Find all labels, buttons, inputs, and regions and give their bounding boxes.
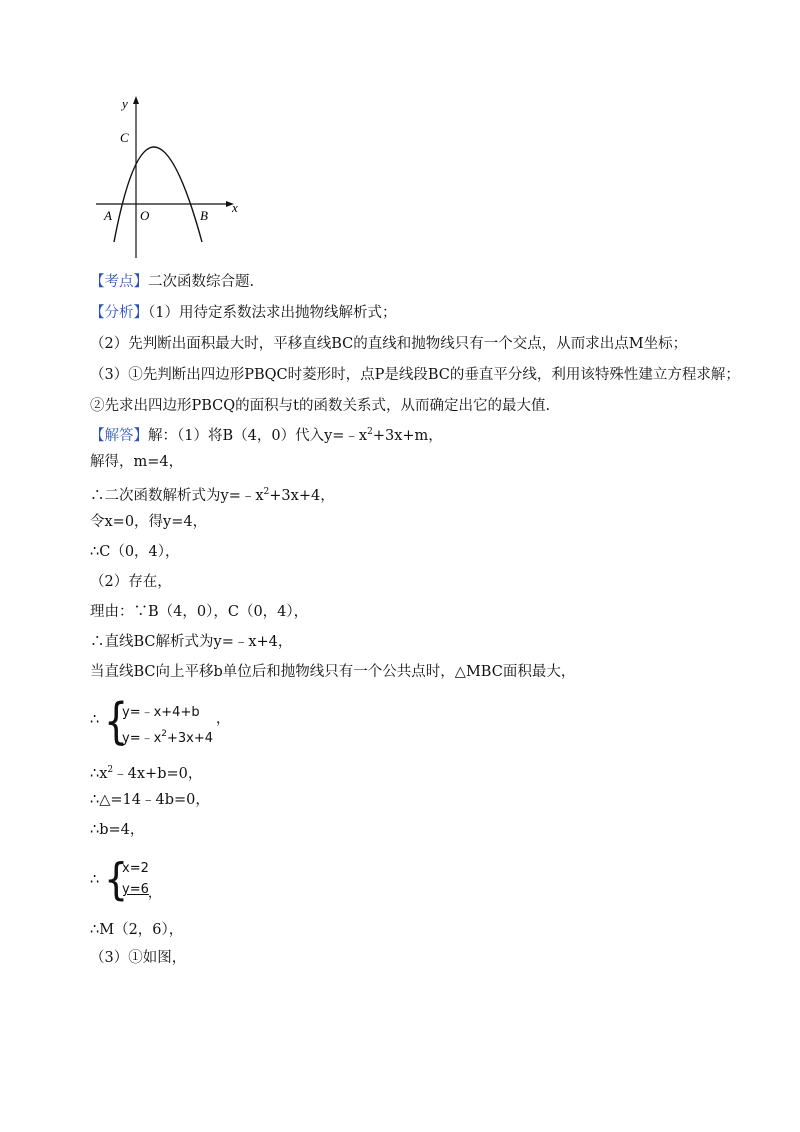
equation-system-2	[90, 853, 210, 905]
system-1-therefore: ∴	[90, 712, 100, 728]
origin-o-label: O	[140, 208, 150, 223]
step-1: 解得，m=4，	[90, 454, 184, 470]
kaodian-line	[90, 272, 254, 292]
left-brace-icon: {	[104, 692, 129, 750]
system-1-eq2-pre: y=﹣x	[122, 731, 162, 746]
x-axis-label: x	[232, 200, 238, 215]
left-brace-icon: {	[104, 853, 129, 905]
jieda-tag: 【解答】	[90, 428, 148, 444]
system-1-eq2-post: +3x+4	[167, 731, 214, 746]
system-2-comma: ，	[148, 886, 162, 901]
point-c-label: C	[120, 130, 129, 145]
analysis-3: （3）①先判断出四边形PBQC时菱形时，点P是线段BC的垂直平分线，利用该特殊性建立方程求解；	[90, 367, 740, 383]
step-12: ∴M（2，6），	[90, 922, 184, 938]
analysis-4: ②先求出四边形PBCQ的面积与t的函数关系式，从而确定出它的最大值.	[90, 398, 551, 414]
step-2	[90, 482, 335, 506]
system-2-eq1: x=2	[122, 861, 149, 876]
step-9	[90, 760, 202, 784]
step-9-post: ﹣4x+b=0，	[113, 766, 203, 782]
system-1-eq2-sup: 2	[161, 729, 168, 739]
jieda-sup: 2	[367, 427, 373, 437]
step-5: （2）存在，	[90, 574, 172, 590]
step-6: 理由：∵B（4，0），C（0，4），	[90, 604, 309, 620]
jieda-post: +3x+m，	[372, 428, 443, 444]
fenxi-tag: 【分析】	[90, 305, 148, 321]
analysis-2: （2）先判断出面积最大时，平移直线BC的直线和抛物线只有一个交点，从而求出点M坐标；	[90, 336, 688, 352]
step-11: ∴b=4，	[90, 822, 145, 838]
parabola-curve	[114, 147, 202, 242]
point-b-label: B	[200, 208, 208, 223]
kaodian-tag: 【考点】	[90, 274, 148, 290]
step-7: ∴直线BC解析式为y=﹣x+4，	[90, 634, 293, 650]
system-1-eq1: y=﹣x+4+b	[122, 705, 200, 720]
step-2-post: +3x+4，	[269, 488, 335, 504]
y-axis-arrow-icon	[133, 96, 139, 104]
jieda-line	[90, 422, 443, 446]
point-a-label: A	[104, 208, 112, 223]
equation-system-1	[90, 692, 290, 750]
step-9-sup: 2	[107, 765, 114, 775]
step-13: （3）①如图，	[90, 950, 187, 966]
parabola-figure	[92, 92, 242, 262]
step-10: ∴△=14﹣4b=0，	[90, 792, 210, 808]
kaodian-text: 二次函数综合题.	[148, 274, 255, 290]
y-axis-label: y	[122, 96, 128, 111]
step-2-sup: 2	[263, 487, 270, 497]
system-2-therefore: ∴	[90, 872, 100, 888]
system-2-eq2: y=6	[122, 882, 149, 897]
system-1-comma: ，	[216, 711, 230, 727]
step-4: ∴C（0，4），	[90, 544, 180, 560]
jieda-pre: 解：（1）将B（4，0）代入y=﹣x	[148, 428, 368, 444]
system-1-eq2	[122, 727, 213, 746]
step-2-pre: ∴二次函数解析式为y=﹣x	[90, 488, 264, 504]
step-8: 当直线BC向上平移b单位后和抛物线只有一个公共点时，△MBC面积最大，	[90, 664, 576, 680]
step-3: 令x=0，得y=4，	[90, 514, 208, 530]
fenxi-text: （1）用待定系数法求出抛物线解析式；	[148, 305, 397, 321]
step-9-pre: ∴x	[90, 766, 108, 782]
fenxi-line	[90, 303, 396, 323]
